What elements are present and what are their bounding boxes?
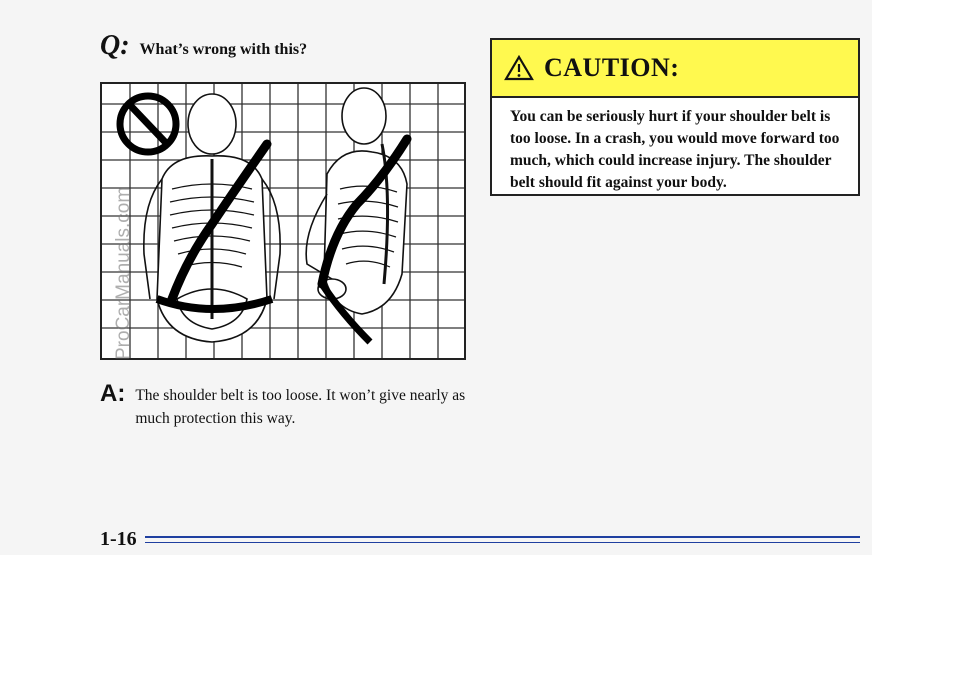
page-number: 1-16 xyxy=(100,527,137,550)
question-text: What’s wrong with this? xyxy=(139,41,308,58)
watermark: ProCarManuals.com xyxy=(113,186,134,360)
answer-text: The shoulder belt is too loose. It won’t give nearly as much protection this way. xyxy=(135,387,466,427)
caution-title: CAUTION: xyxy=(544,53,680,82)
answer-line xyxy=(100,382,480,430)
caution-header xyxy=(492,40,858,98)
warning-triangle-icon xyxy=(504,55,534,81)
seatbelt-illustration xyxy=(100,82,466,360)
caution-body: You can be seriously hurt if your shoulder belt is too loose. In a crash, you would move forward too much, which could increase injury. The shoulder belt should fit against your body. xyxy=(510,108,840,191)
page-footer xyxy=(100,528,860,550)
question-mark: Q: xyxy=(100,30,130,61)
question-line xyxy=(100,30,307,62)
answer-mark: A: xyxy=(100,380,126,407)
footer-rule xyxy=(145,536,860,543)
caution-box xyxy=(490,38,860,196)
skeleton-diagram xyxy=(102,84,464,358)
